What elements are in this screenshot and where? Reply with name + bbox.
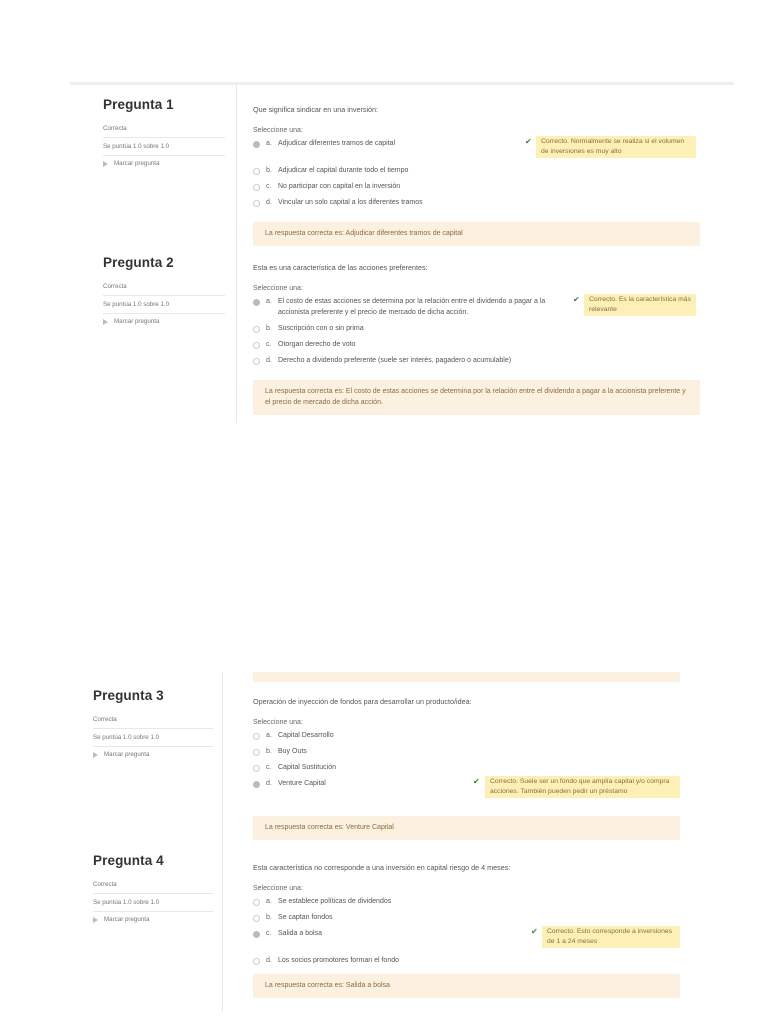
option-letter: d. [266,357,272,364]
feedback-box: Correcto. Normalmente se realiza si el volumen de inversiones es muy alto [536,136,696,158]
option-text: Se captan fondos [278,914,333,921]
answer-list [253,896,680,973]
option-letter: a. [266,298,272,305]
flag-question-button[interactable] [93,916,213,923]
answer-option-d[interactable] [253,355,700,371]
radio[interactable] [253,899,260,906]
feedback-box: Correcto. Esto corresponde a inversiones de 1 a 24 meses [542,926,680,948]
option-text: Capital Sustitución [278,764,336,771]
question-text: Operación de inyección de fondos para desarrollar un producto/idea: [253,697,472,706]
question-grade: Se puntúa 1.0 sobre 1.0 [93,733,213,747]
radio[interactable] [253,958,260,965]
right-answer-box: La respuesta correcta es: Venture Capital [253,816,680,840]
select-prompt: Seleccione una: [253,127,303,134]
question-content-4 [253,863,680,998]
radio-selected[interactable] [253,781,260,788]
radio[interactable] [253,765,260,772]
previous-answer-box-edge [253,672,680,682]
check-icon: ✔ [573,295,580,304]
option-letter: a. [266,140,272,147]
question-title: Pregunta 4 [93,853,164,868]
answer-option-d[interactable] [253,197,700,213]
option-text: Salida a bolsa [278,930,322,937]
answer-option-b[interactable] [253,323,700,339]
question-text: Esta es una característica de las acciones preferentes: [253,263,428,272]
right-answer-box: La respuesta correcta es: Adjudicar diferentes tramos de capital [253,222,700,246]
option-letter: b. [266,914,272,921]
option-letter: a. [266,732,272,739]
question-info-2 [103,255,225,325]
flag-question-button[interactable] [103,318,225,325]
question-title: Pregunta 1 [103,97,174,112]
question-title: Pregunta 2 [103,255,174,270]
right-answer-box: La respuesta correcta es: El costo de estas acciones se determina por la relación entre el dividendo a pagar a la accionista preferente y el precio de mercado de dicha acción. [253,380,700,415]
right-answer-box: La respuesta correcta es: Salida a bolsa [253,974,680,998]
radio[interactable] [253,184,260,191]
radio[interactable] [253,733,260,740]
check-icon: ✔ [531,927,538,936]
option-text: Otorgan derecho de voto [278,341,356,348]
flag-question-label: Marcar pregunta [104,751,150,758]
option-text: Suscripción con o sin prima [278,325,364,332]
flag-icon [103,161,108,167]
answer-option-b[interactable] [253,165,700,181]
option-letter: c. [266,341,272,348]
question-content-1 [253,105,700,246]
question-state: Correcta [103,282,225,296]
question-grade: Se puntúa 1.0 sobre 1.0 [103,300,225,314]
feedback-box: Correcto. Es la característica más relevante [584,294,696,316]
option-letter: a. [266,898,272,905]
answer-list [253,730,680,816]
option-letter: c. [266,183,272,190]
radio[interactable] [253,749,260,756]
question-state: Correcta [103,124,225,138]
answer-option-c[interactable] [253,181,700,197]
option-text: Se establece políticas de dividendos [278,898,392,905]
question-text: Esta característica no corresponde a una inversión en capital riesgo de 4 meses: [253,863,511,872]
question-info-3 [93,688,213,758]
question-title: Pregunta 3 [93,688,164,703]
radio[interactable] [253,342,260,349]
radio[interactable] [253,358,260,365]
flag-icon [93,752,98,758]
radio-selected[interactable] [253,931,260,938]
quiz-review-panel-1 [70,82,734,423]
flag-icon [103,319,108,325]
option-letter: c. [266,764,272,771]
option-text: Buy Outs [278,748,307,755]
option-text: Venture Capital [278,780,326,787]
question-grade: Se puntúa 1.0 sobre 1.0 [103,142,225,156]
option-letter: b. [266,325,272,332]
option-letter: d. [266,957,272,964]
select-prompt: Seleccione una: [253,885,303,892]
answer-option-a[interactable] [253,896,680,912]
option-text: Capital Desarrollo [278,732,334,739]
radio-selected[interactable] [253,299,260,306]
answer-list [253,296,700,371]
answer-option-d[interactable] [253,955,680,973]
question-text: Que significa sindicar en una inversión: [253,105,379,114]
radio[interactable] [253,200,260,207]
option-text: Adjudicar el capital durante todo el tiempo [278,167,409,174]
option-text: Derecho a dividendo preferente (suele ser interés, pagadero o acumulable) [278,357,512,364]
option-letter: b. [266,167,272,174]
answer-option-c[interactable] [253,339,700,355]
flag-question-button[interactable] [93,751,213,758]
question-state: Correcta [93,880,213,894]
radio[interactable] [253,915,260,922]
question-info-4 [93,853,213,923]
answer-option-a[interactable] [253,730,680,746]
question-info-1 [103,97,225,167]
radio[interactable] [253,168,260,175]
flag-question-label: Marcar pregunta [104,916,150,923]
flag-question-label: Marcar pregunta [114,160,160,167]
check-icon: ✔ [473,777,480,786]
option-letter: d. [266,199,272,206]
check-icon: ✔ [525,137,532,146]
feedback-box: Correcto. Suele ser un fondo que amplía capital y/o compra acciones. También pueden pedir un préstamo [485,776,680,798]
quiz-review-panel-2 [80,672,690,1012]
flag-question-label: Marcar pregunta [114,318,160,325]
radio-selected[interactable] [253,141,260,148]
option-letter: b. [266,748,272,755]
select-prompt: Seleccione una: [253,719,303,726]
option-text: Vincular un solo capital a los diferentes tramos [278,199,423,206]
option-letter: c. [266,930,272,937]
option-text: Los socios promotores forman el fondo [278,957,400,964]
select-prompt: Seleccione una: [253,285,303,292]
option-text: No participar con capital en la inversión [278,183,401,190]
question-state: Correcta [93,715,213,729]
answer-option-b[interactable] [253,746,680,762]
option-text: El costo de estas acciones se determina por la relación entre el dividendo a pagar a la accionista preferente y el precio de mercado de dicha acción. [278,298,546,316]
flag-icon [93,917,98,923]
answer-list [253,138,700,213]
question-content-2 [253,263,700,415]
question-content-3 [253,697,680,840]
option-letter: d. [266,780,272,787]
flag-question-button[interactable] [103,160,225,167]
question-grade: Se puntúa 1.0 sobre 1.0 [93,898,213,912]
radio[interactable] [253,326,260,333]
option-text: Adjudicar diferentes tramos de capital [278,140,396,147]
